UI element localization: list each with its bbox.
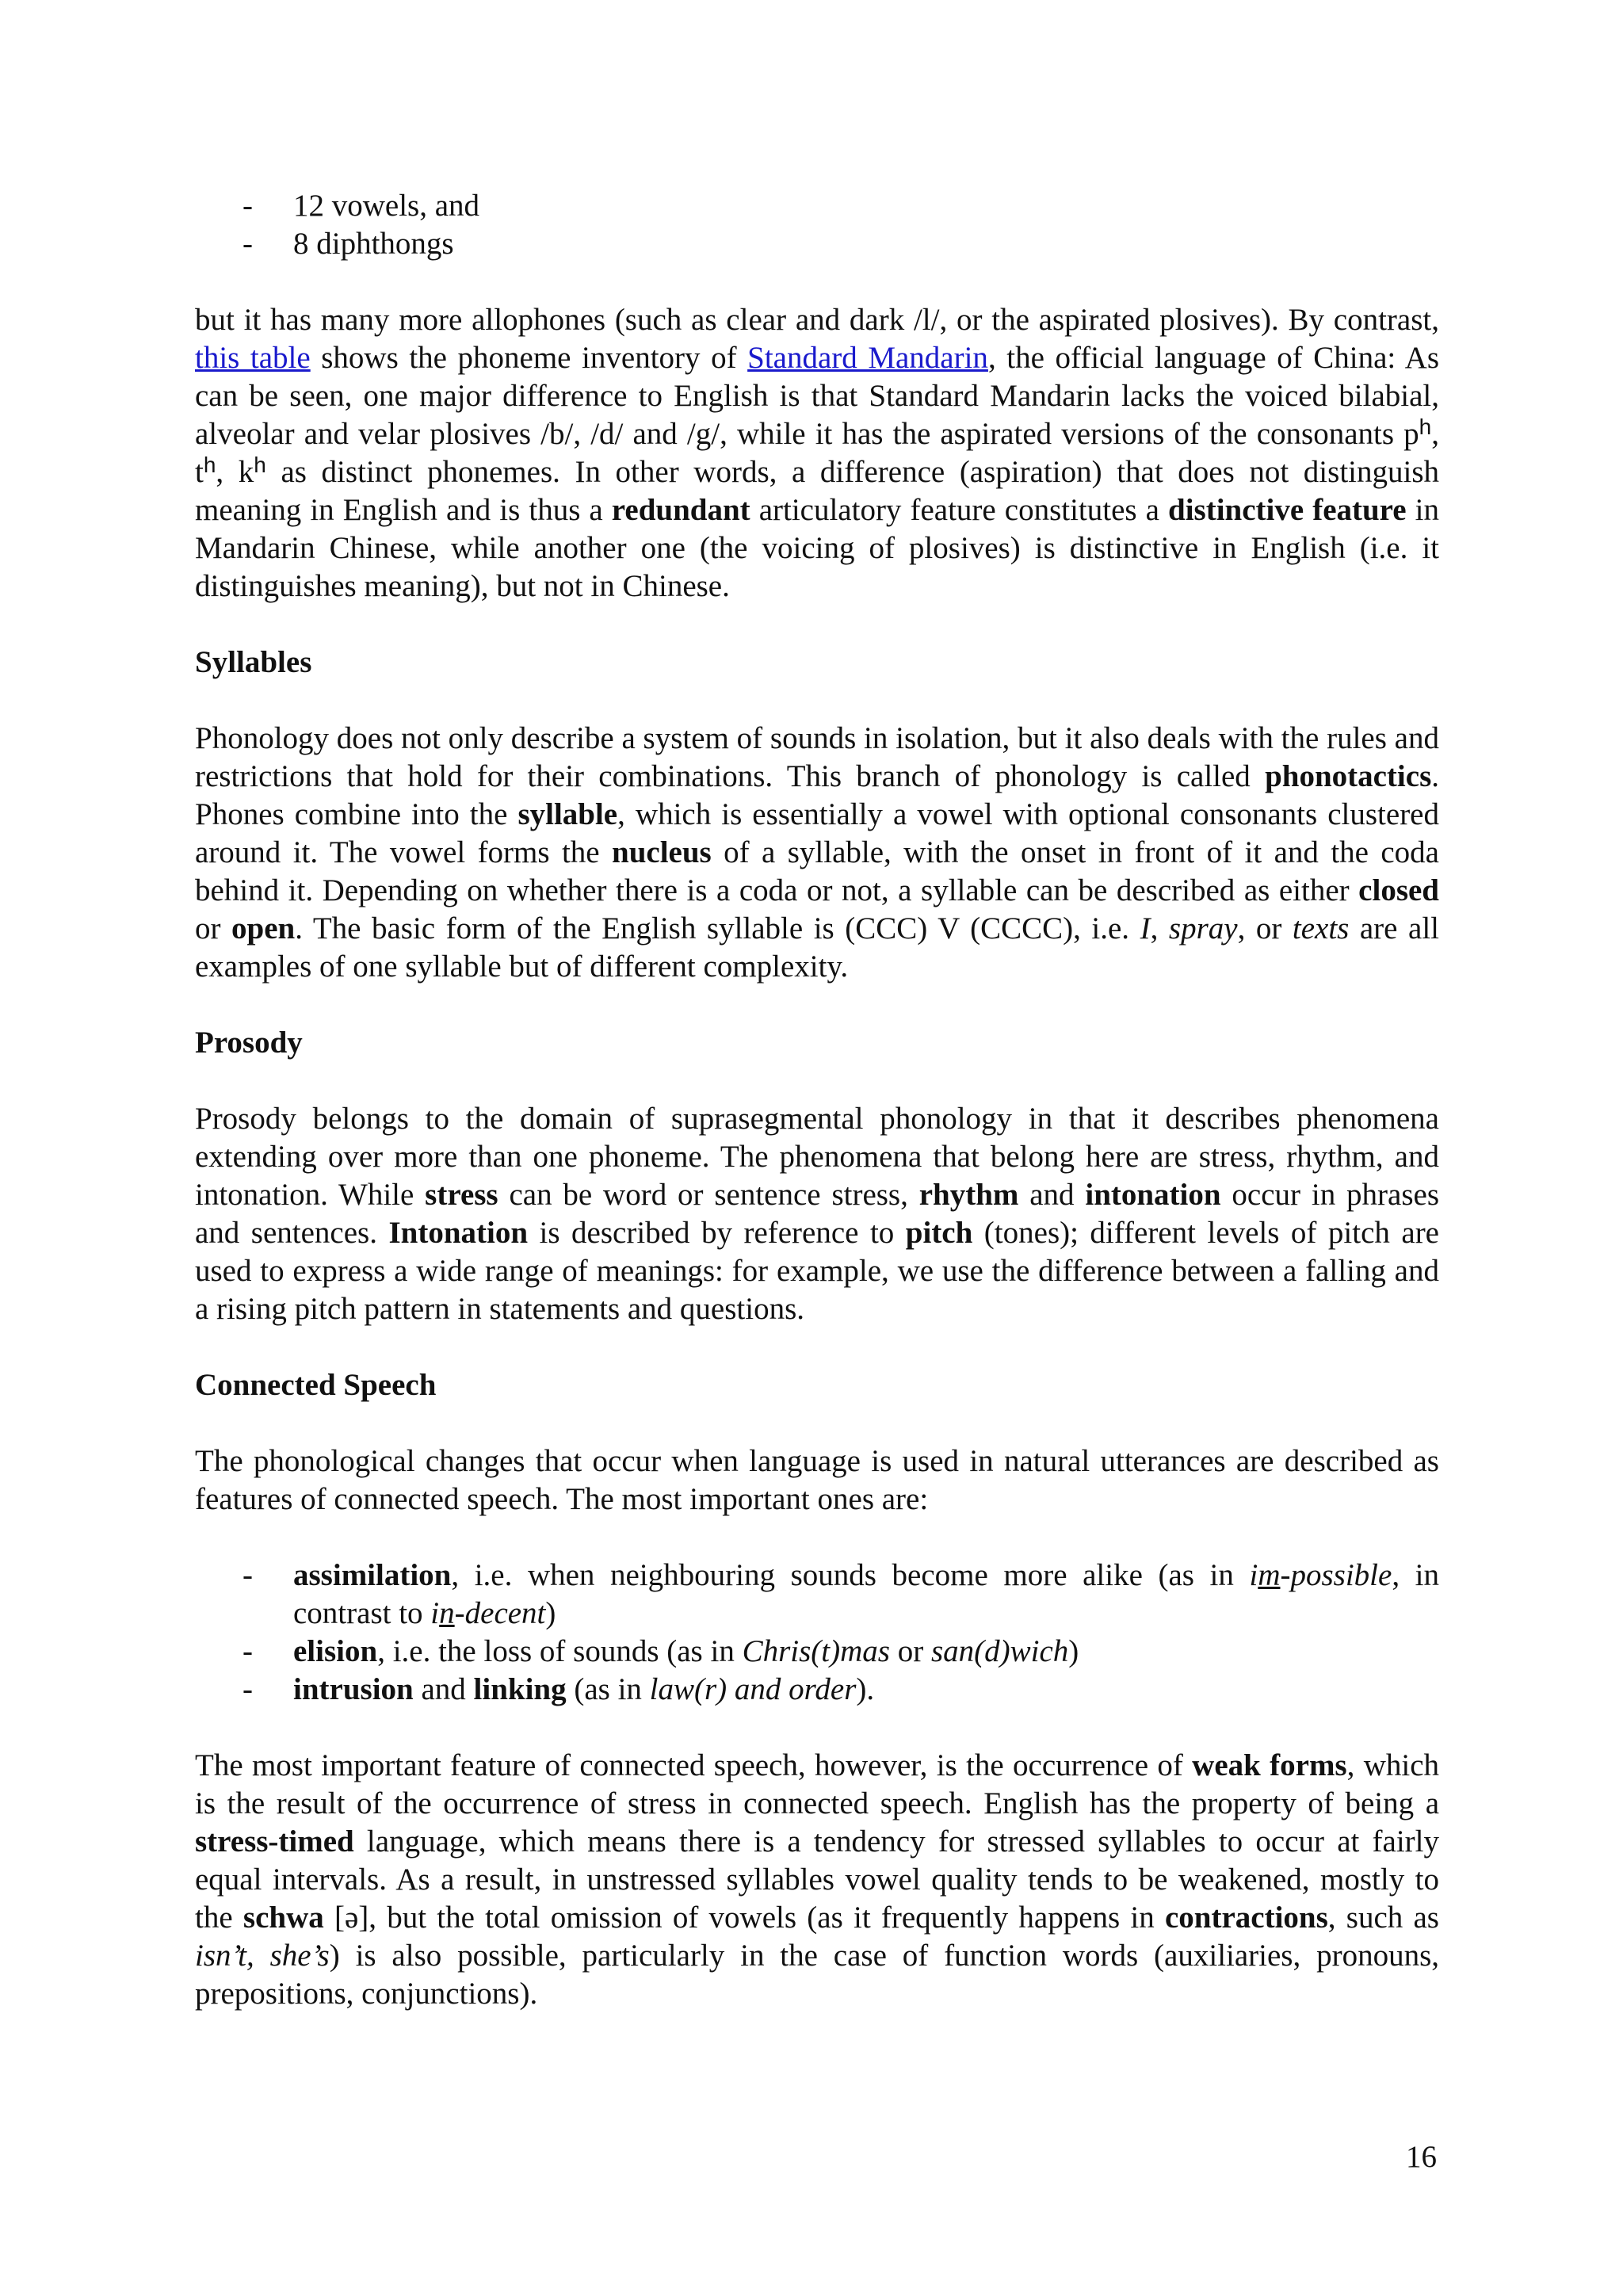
- heading-prosody: Prosody: [195, 1026, 303, 1060]
- paragraph-connected-speech-intro: The phonological changes that occur when language is used in natural utterances are described as features of connected speech. The most important ones are:: [195, 1444, 1439, 1516]
- paragraph-weak-forms: The most important feature of connected speech, however, is the occurrence of weak forms, which is the result of the occurrence of stress in connected speech. English has the property of being a stress-timed language, which means there is a tendency for stressed syllables to occur at fairly equal intervals. As a result, in unstressed syllables vowel quality tends to be weakened, mostly to the schwa [ə], but the total omission of vowels (as it frequently happens in contractions, such as isn’t, she’s) is also possible, particularly in the case of function words (auxiliaries, pronouns, prepositions, conjunctions).: [195, 1748, 1439, 2011]
- standard-mandarin-link[interactable]: Standard Mandarin: [747, 341, 988, 375]
- paragraph-syllables: Phonology does not only describe a system of sounds in isolation, but it also deals with the rules and restrictions that hold for their combinations. This branch of phonology is called phonotactics. Phones combine into the syllable, which is essentially a vowel with optional consonants clustered around it. The vowel forms the nucleus of a syllable, with the onset in front of it and the coda behind it. Depending on whether there is a coda or not, a syllable can be described as either closed or open. The basic form of the English syllable is (CCC) V (CCCC), i.e. I, spray, or texts are all examples of one syllable but of different complexity.: [195, 721, 1439, 984]
- list-item: - elision, i.e. the loss of sounds (as in Chris(t)mas or san(d)wich): [242, 1634, 1079, 1668]
- paragraph-prosody: Prosody belongs to the domain of suprasegmental phonology in that it describes phenomena extending over more than one phoneme. The phenomena that belong here are stress, rhythm, and intonation. While stress can be word or sentence stress, rhythm and intonation occur in phrases and sentences. Intonation is described by reference to pitch (tones); different levels of pitch are used to express a wide range of meanings: for example, we use the difference between a falling and a rising pitch pattern in statements and questions.: [195, 1102, 1439, 1326]
- page-number: 16: [1406, 2140, 1437, 2174]
- paragraph-phoneme-inventory: but it has many more allophones (such as clear and dark /l/, or the aspirated plosives). By contrast, this table shows the phoneme inventory of Standard Mandarin, the official language of China: As can be seen, one major difference to English is that Standard Mandarin lacks the voiced bilabial, alveolar and velar plosives /b/, /d/ and /g/, while it has the aspirated versions of the consonants $p^h$, $t^h$, $k^h$ as distinct phonemes. In other words, a difference (aspiration) that does not distinguish meaning in English and is thus a redundant articulatory feature constitutes a distinctive feature in Mandarin Chinese, while another one (the voicing of plosives) is distinctive in English (i.e. it distinguishes meaning), but not in Chinese.: [195, 303, 1440, 603]
- list-item: - 8 diphthongs: [242, 227, 454, 261]
- page-content: [195, 187, 1439, 2013]
- inventory-list: [195, 187, 1439, 263]
- connected-speech-features-list: [195, 1557, 1439, 1709]
- this-table-link[interactable]: this table: [195, 341, 311, 375]
- list-item: - 12 vowels, and: [242, 189, 480, 223]
- list-item: - intrusion and linking (as in law(r) and order).: [242, 1672, 875, 1706]
- list-item: - assimilation, i.e. when neighbouring sounds become more alike (as in im-possible, in contrast to in-decent): [242, 1558, 1439, 1630]
- heading-connected-speech: Connected Speech: [195, 1368, 437, 1402]
- heading-syllables: Syllables: [195, 645, 312, 679]
